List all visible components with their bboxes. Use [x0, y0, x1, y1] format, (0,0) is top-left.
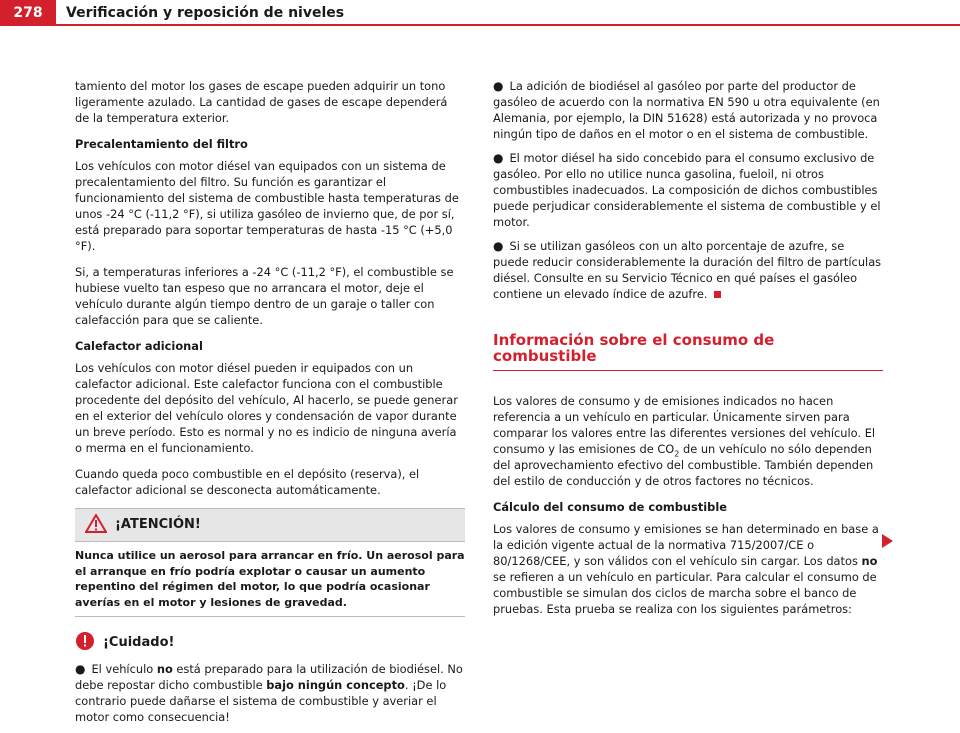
heater-paragraph-2: Cuando queda poco combustible en el depósito (reserva), el calefactor adicional se desconecta automáticamente.: [75, 467, 420, 497]
caution-text-bold: bajo ningún concepto: [266, 678, 405, 692]
caution-text-no: no: [156, 662, 173, 676]
bullet-text-2: El motor diésel ha sido concebido para el consumo exclusivo de gasóleo. Por ello no utilice nunca gasolina, fueloil, ni otros combustibles inadecuados. La composición de dichos combustibles puede perjudicar considerablemente el sistema de combustible y el motor.: [493, 151, 881, 229]
bullet-icon: ●: [493, 79, 504, 93]
list-item: [493, 150, 883, 230]
preheat-paragraph-2: Si, a temperaturas inferiores a -24 °C (-11,2 °F), el combustible se hubiese vuelto tan espeso que no arrancara el motor, deje el vehículo durante algún tiempo dentro de un garaje o taller con calefacción para que se caliente.: [75, 265, 454, 327]
header-divider: [56, 24, 960, 26]
consumption-text-a: Los valores de consumo y de emisiones indicados no hacen referencia a un vehículo en particular. Únicamente sirven para comparar los valores entre las diferentes versiones del vehículo. El consumo y las emisiones de CO: [493, 394, 876, 456]
caution-text-post: . ¡De lo contrario puede dañarse el sistema de combustible y averiar el motor como consecuencia!: [75, 678, 447, 724]
warning-text: Nunca utilice un aerosol para arrancar en frío. Un aerosol para el arranque en frío podría explotar o causar un aumento repentino del régimen del motor, lo que podría ocasionar averías en el motor y lesiones de gravedad.: [75, 549, 465, 609]
calc-text-no: no: [861, 554, 878, 568]
list-item: [493, 78, 883, 142]
next-page-arrow-icon: [882, 534, 893, 548]
bullet-icon: ●: [75, 662, 86, 676]
caution-header: [75, 631, 465, 655]
section-title: Información sobre el consumo de combustible: [493, 332, 883, 371]
bullet-icon: ●: [493, 151, 504, 165]
consumption-text-b: de un vehículo no sólo dependen del aprovechamiento efectivo del combustible. También dependen del estilo de conducción y de otros factores no técnicos.: [493, 442, 874, 488]
list-item: [493, 238, 883, 302]
caution-text-pre: El vehículo: [91, 662, 157, 676]
calc-text-post: se refieren a un vehículo en particular. Para calcular el consumo de combustible se simulan dos ciclos de marcha sobre el banco de pruebas. Esta prueba se realiza con los siguientes parámetros:: [493, 570, 877, 616]
caution-text-mid: está preparado para la utilización de biodiésel. No debe repostar dicho combustible: [75, 662, 463, 692]
co2-subscript: 2: [674, 449, 680, 459]
calc-paragraph: [493, 521, 883, 617]
calc-heading: Cálculo del consumo de combustible: [493, 500, 727, 514]
warning-triangle-icon: [85, 514, 107, 537]
end-of-section-icon: [714, 291, 721, 298]
bullet-icon: ●: [493, 239, 504, 253]
page-title: Verificación y reposición de niveles: [66, 5, 345, 21]
caution-exclamation-icon: [75, 631, 95, 655]
bullet-text-1: La adición de biodiésel al gasóleo por parte del productor de gasóleo de acuerdo con la normativa EN 590 u otra equivalente (en Alemania, por ejemplo, la DIN 51628) está autorizada y no provoca ningún tipo de daños en el motor o en el sistema de combustible.: [493, 79, 880, 141]
intro-paragraph: tamiento del motor los gases de escape pueden adquirir un tono ligeramente azulado. La cantidad de gases de escape dependerá de la temperatura exterior.: [75, 79, 448, 125]
heater-paragraph-1: Los vehículos con motor diésel pueden ir equipados con un calefactor adicional. Este calefactor funciona con el combustible procedente del depósito del vehículo, Al hacerlo, se puede generar en el exterior del vehículo olores y condensación de vapor durante un breve período. Esto es normal y no es indicio de ninguna avería o merma en el funcionamiento.: [75, 361, 458, 455]
page-number: 278: [0, 0, 56, 26]
bullet-text-3: Si se utilizan gasóleos con un alto porcentaje de azufre, se puede reducir considerablemente la duración del filtro de partículas diésel. Consulte en su Servicio Técnico en qué países el gasóleo contiene un elevado índice de azufre.: [493, 239, 882, 301]
warning-box: [75, 508, 465, 617]
preheat-heading: Precalentamiento del filtro: [75, 137, 248, 151]
warning-title: ¡ATENCIÓN!: [115, 517, 201, 532]
consumption-paragraph: [493, 393, 883, 489]
heater-heading: Calefactor adicional: [75, 339, 203, 353]
right-column: [493, 78, 883, 627]
caution-item: [75, 661, 465, 725]
left-column: [75, 78, 465, 733]
preheat-paragraph-1: Los vehículos con motor diésel van equipados con un sistema de precalentamiento del filtro. Su función es garantizar el funcionamiento del sistema de combustible hasta temperaturas de unos -24 °C (-11,2 °F), si utiliza gasóleo de invierno que, de por sí, está preparado para soportar temperaturas de hasta -15 °C (+5,0 °F).: [75, 159, 459, 253]
warning-header: [75, 509, 465, 542]
caution-title: ¡Cuidado!: [103, 635, 175, 650]
calc-text-pre: Los valores de consumo y emisiones se han determinado en base a la edición vigente actual de la normativa 715/2007/CE o 80/1268/CEE, y son válidos con el vehículo sin cargar. Los datos: [493, 522, 879, 568]
